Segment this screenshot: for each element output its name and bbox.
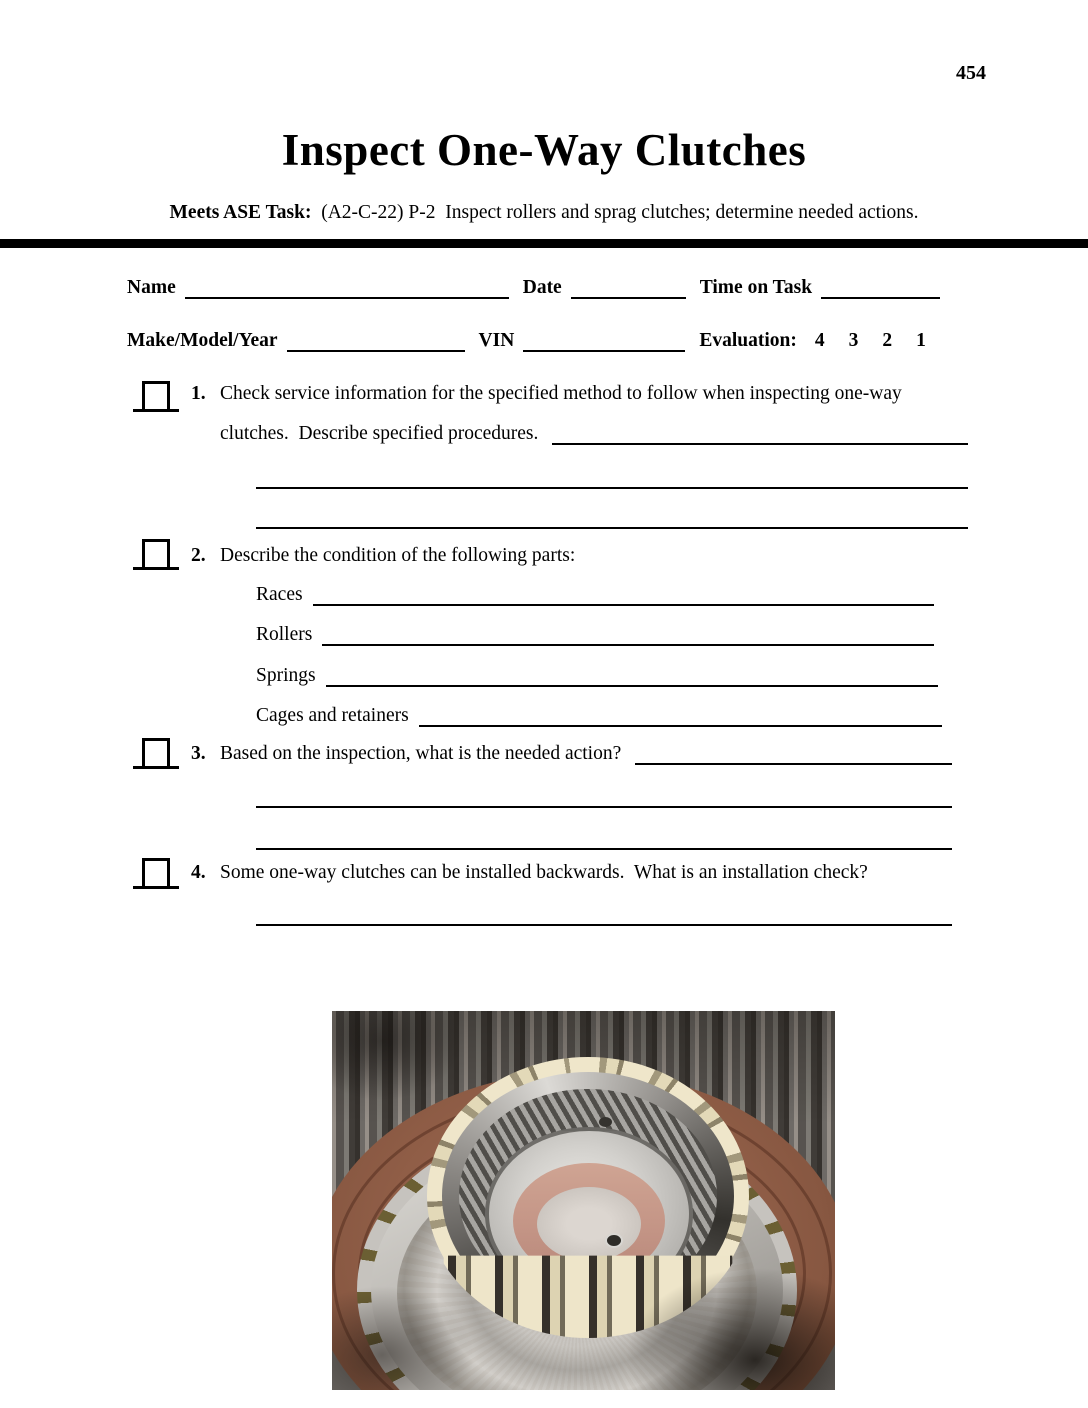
part-label-cages-and-retainers: Cages and retainers [256, 705, 409, 726]
answer-blank-line [552, 443, 968, 445]
time-on-task-blank-line [821, 297, 940, 299]
answer-blank-line [635, 763, 952, 765]
ase-task-text: (A2-C-22) P-2 Inspect rollers and sprag clutches; determine needed actions. [311, 202, 919, 223]
answer-blank-line [256, 806, 952, 808]
task-1-number: 1. [191, 383, 206, 404]
task-4-checkbox [133, 857, 179, 889]
task-2-line-1 [191, 545, 575, 567]
checkbox-box [142, 858, 170, 889]
evaluation-value-3: 3 [848, 330, 859, 351]
part-row-springs [256, 665, 938, 687]
task-4-text: Some one-way clutches can be installed backwards. What is an installation check? [220, 862, 868, 883]
part-blank-line [326, 685, 938, 687]
checkbox-baseline-right [170, 567, 179, 570]
center-bore [537, 1187, 641, 1261]
task-4-number: 4. [191, 862, 206, 883]
date-label: Date [522, 277, 562, 298]
part-row-races [256, 584, 934, 606]
name-label: Name [127, 277, 176, 298]
vin-label: VIN [478, 330, 515, 351]
ase-task-label: Meets ASE Task: [169, 202, 312, 223]
part-blank-line [313, 604, 934, 606]
checkbox-baseline-right [170, 409, 179, 412]
lube-hole [605, 1233, 623, 1248]
task-1-line-2 [220, 423, 968, 445]
answer-blank-line [256, 924, 952, 926]
answer-blank-line [256, 527, 968, 529]
vin-blank-line [523, 350, 685, 352]
date-blank-line [571, 297, 686, 299]
part-blank-line [419, 725, 942, 727]
checkbox-baseline-right [170, 766, 179, 769]
task-4-line-1 [191, 862, 868, 884]
vehicle-row [127, 330, 953, 352]
evaluation-value-1: 1 [916, 330, 926, 351]
make-model-year-label: Make/Model/Year [127, 330, 278, 351]
divider-bar [0, 239, 1088, 248]
task-3-text: Based on the inspection, what is the needed action? [220, 743, 622, 764]
page-title: Inspect One-Way Clutches [281, 125, 807, 175]
checkbox-box [142, 539, 170, 570]
lube-hole [599, 1117, 612, 1127]
task-3-line-1 [191, 743, 952, 765]
task-1-text: Check service information for the specified method to follow when inspecting one-way [220, 383, 902, 404]
checkbox-baseline-left [133, 409, 142, 412]
photo-shadow [332, 1280, 482, 1390]
name-blank-line [185, 297, 509, 299]
time-on-task-label: Time on Task [699, 277, 813, 298]
task-1-checkbox [133, 380, 179, 412]
checkbox-baseline-right [170, 886, 179, 889]
part-row-rollers [256, 624, 934, 646]
part-label-races: Races [256, 584, 303, 605]
checkbox-baseline-left [133, 567, 142, 570]
task-3-number: 3. [191, 743, 206, 764]
task-3-checkbox [133, 737, 179, 769]
ase-task-line [0, 202, 1088, 224]
checkbox-box [142, 738, 170, 769]
answer-blank-line [256, 848, 952, 850]
evaluation-value-4: 4 [814, 330, 825, 351]
part-row-cages-and-retainers [256, 705, 942, 727]
page-number: 454 [956, 62, 986, 84]
photo-shadow [332, 1011, 462, 1101]
name-date-row [127, 277, 940, 299]
task-2-number: 2. [191, 545, 206, 566]
task-1-line-1 [191, 383, 902, 405]
checkbox-baseline-left [133, 766, 142, 769]
evaluation-value-2: 2 [882, 330, 893, 351]
task-2-checkbox [133, 538, 179, 570]
task-2-text: Describe the condition of the following parts: [220, 545, 576, 566]
checkbox-baseline-left [133, 886, 142, 889]
make-model-year-blank-line [287, 350, 465, 352]
part-blank-line [322, 644, 934, 646]
part-label-rollers: Rollers [256, 624, 313, 645]
answer-blank-line [256, 487, 968, 489]
part-label-springs: Springs [256, 665, 316, 686]
task-1-text-continued: clutches. Describe specified procedures. [220, 423, 539, 444]
evaluation-label: Evaluation: [699, 330, 797, 351]
clutch-photo [332, 1011, 835, 1390]
photo-shadow [615, 1260, 835, 1390]
checkbox-box [142, 381, 170, 412]
